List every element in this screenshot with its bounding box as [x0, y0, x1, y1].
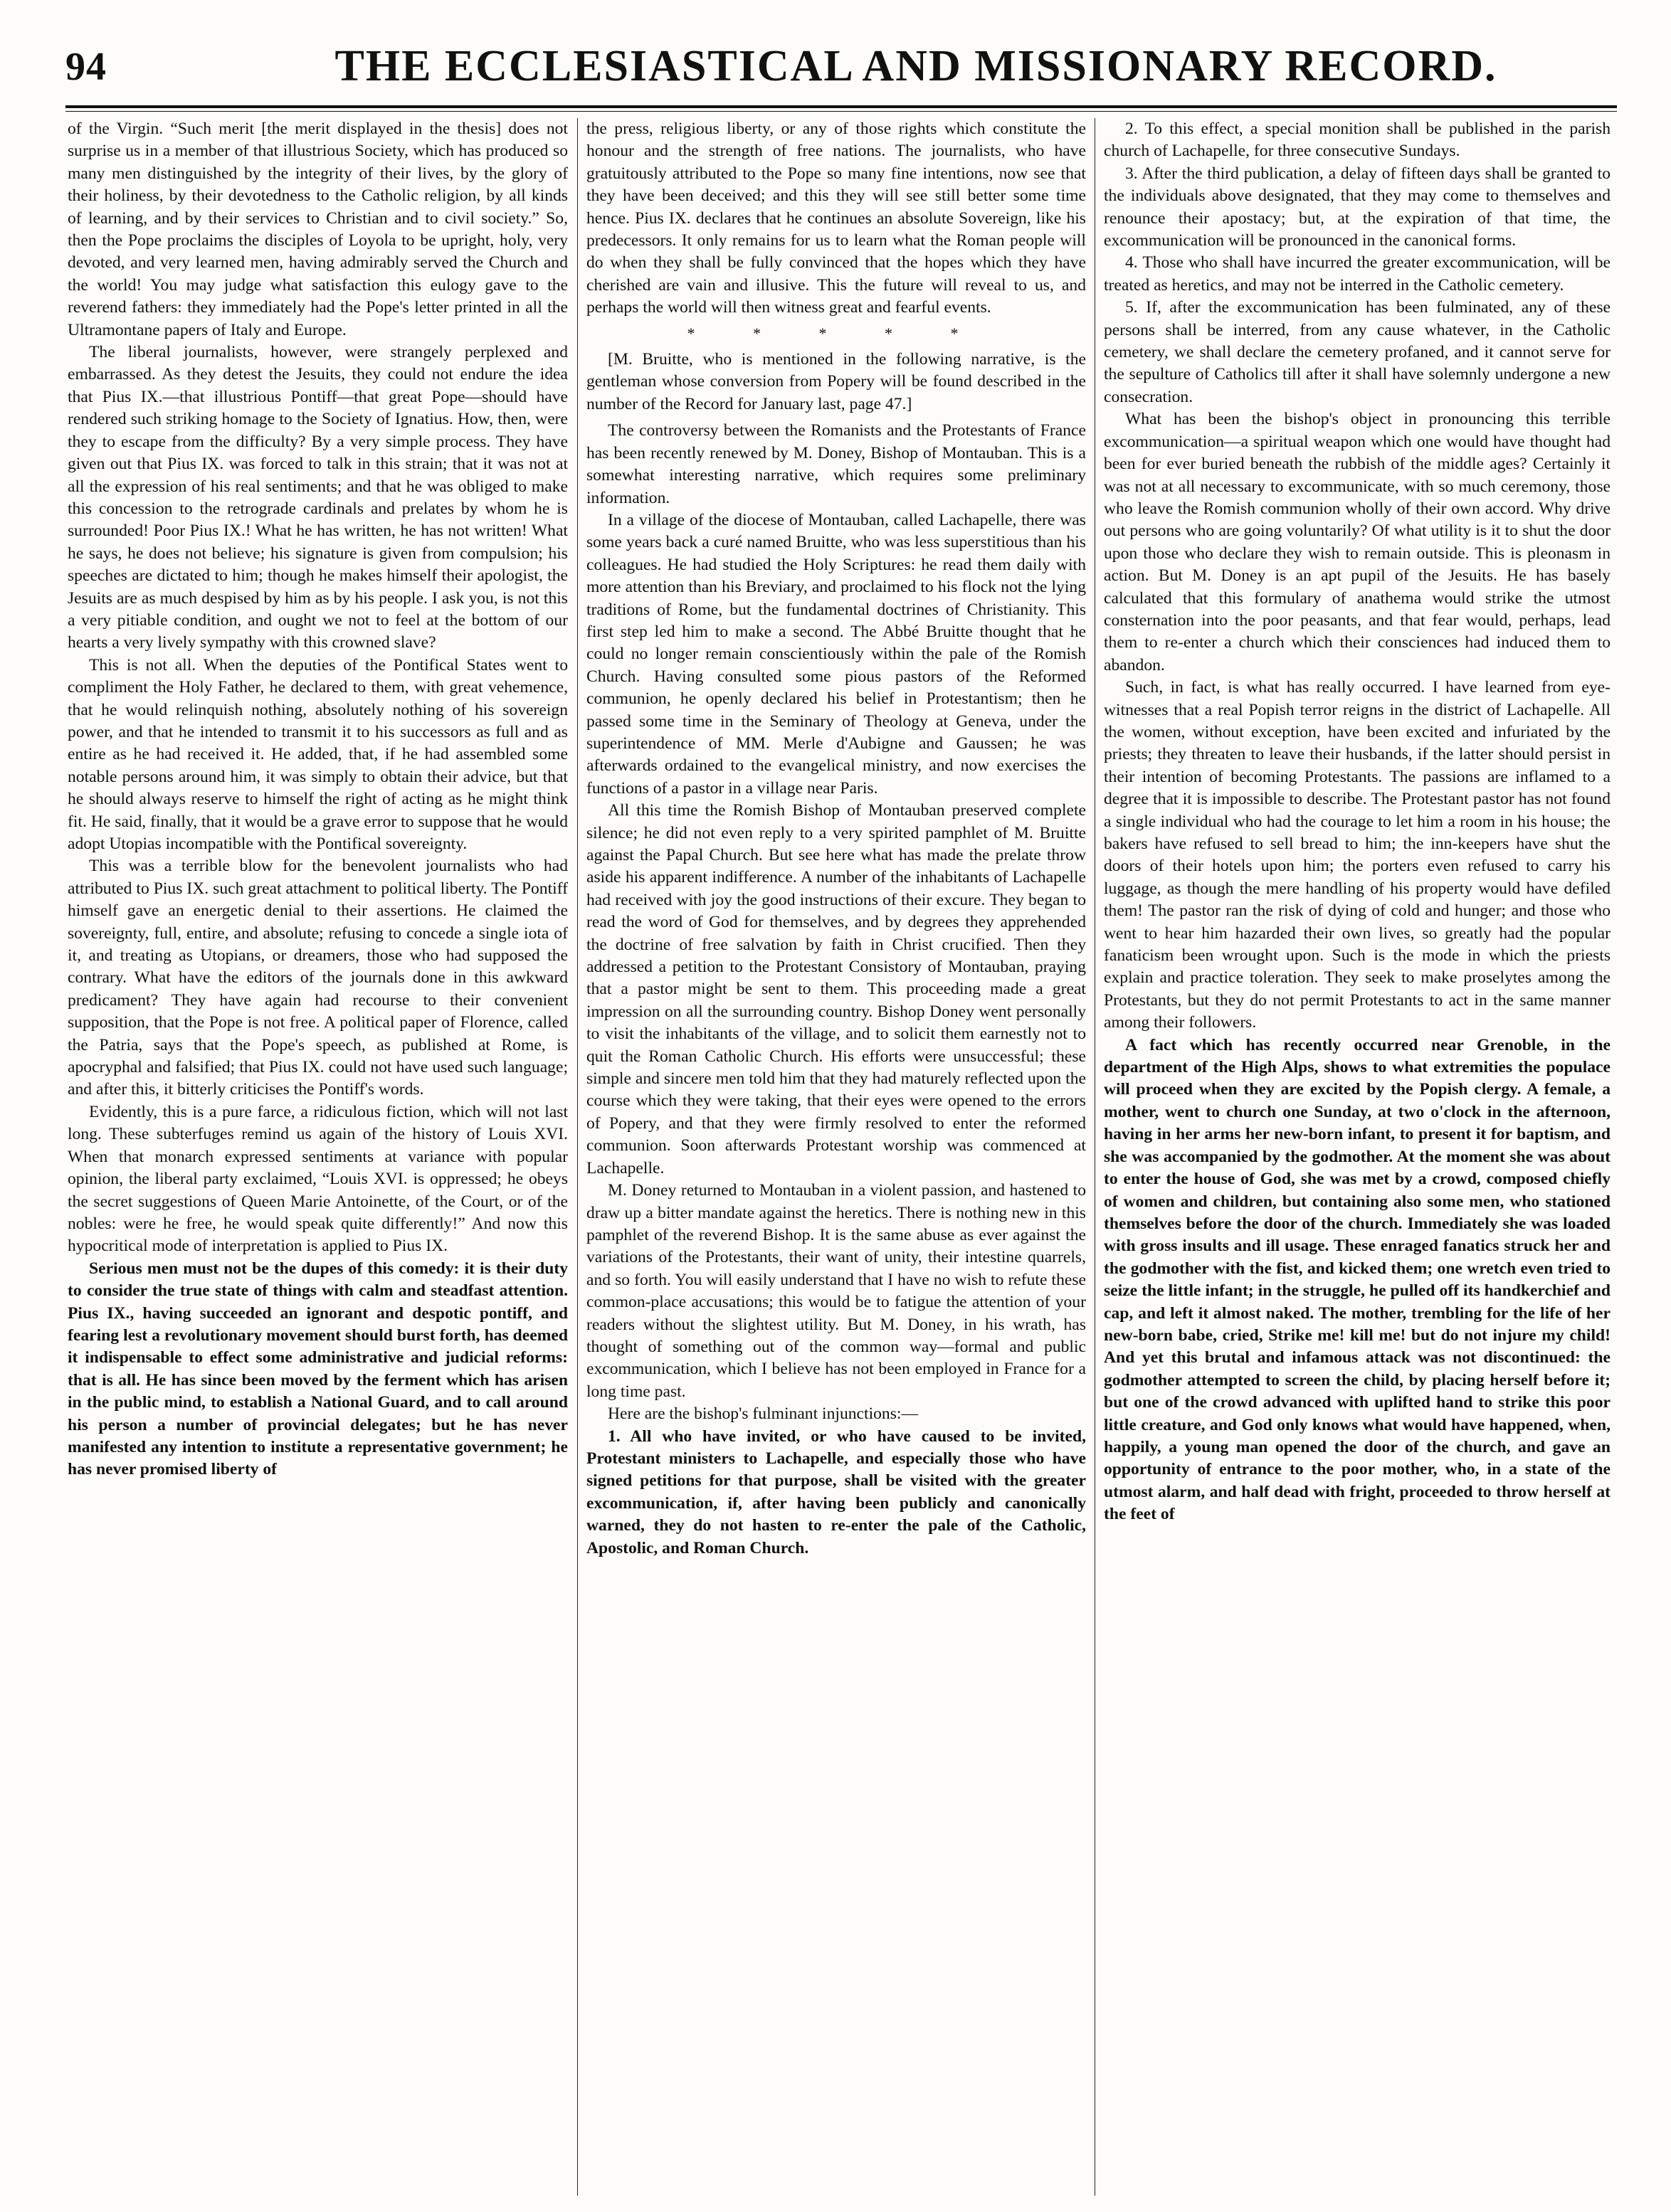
paragraph: Such, in fact, is what has really occurred. I have learned from eye-witnesses that a real Popish terror reigns in the district of Lachapelle. All the women, without exception, have been excited and infuriated by the priests; they threaten to leave their husbands, if the latter should persist in their intention of becoming Protestants. The passions are inflamed to a degree that it is impossible to describe. The Protestant pastor has not found a single individual who had the courage to let him a room in his house; the bakers have refused to sell bread to him; the inn-keepers have shut the doors of their hotels upon him; the porters even refused to carry his luggage, as though the mere handling of his property would have defiled them! The pastor ran the risk of dying of cold and hunger; and those who went to hear him hazarded their own lives, so greatly had the popular fanaticism been wrought upon. Such is the mode in which the priests explain and practice toleration. They seek to make proselytes among the Protestants, but they do not permit Protestants to act in the same manner among their followers.: [1104, 678, 1611, 1032]
page-header: [65, 41, 1617, 98]
column-middle: [586, 118, 1086, 2196]
paragraph: Here are the bishop's fulminant injunctions:—: [608, 1404, 919, 1424]
column-divider-left: [577, 118, 578, 2196]
column-left: [68, 118, 568, 2196]
paragraph: In a village of the diocese of Montauban, called Lachapelle, there was some years back a curé named Bruitte, who was less superstitious than his colleagues. He had studied the Holy Scriptures: he read them daily with more attention than his Breviary, and proclaimed to his flock not the lying traditions of Rome, but the fundamental doctrines of Christianity. This first step led him to make a second. The Abbé Bruitte thought that he could no longer remain conscientiously within the pale of the Romish Church. Having consulted some pious pastors of the Reformed communion, he openly declared his belief in Protestantism; then he passed some time in the Seminary of Theology at Geneva, under the superintendence of MM. Merle d'Aubigne and Gaussen; he was afterwards ordained to the evangelical ministry, and now exercises the functions of a pastor in a village near Paris.: [586, 510, 1086, 798]
paragraph: This is not all. When the deputies of the Pontifical States went to compliment the Holy Father, he declared to them, with great vehemence, that he would relinquish nothing, absolutely nothing of his sovereign power, and that he intended to transmit it to his successors as full and as entire as he had received it. He added, that, if he had assembled some notable persons around him, it was simply to obtain their advice, but that he should always reserve to himself the right of acting as he might think fit. He said, finally, that it would be a grave error to suppose that he would adopt Utopias incompatible with the Pontifical sovereignty.: [68, 655, 568, 853]
paragraph: What has been the bishop's object in pronouncing this terrible excommunication—a spiritual weapon which one would have thought had been for ever buried beneath the rubbish of the middle ages? Certainly it was not at all necessary to excommunicate, with so much ceremony, those who leave the Romish communion wholly of their own accord. Why drive out persons who are going voluntarily? Of what utility is it to shut the door upon those who declare they wish to remain outside. This is pleonasm in action. But M. Doney is an apt pupil of the Jesuits. He has basely calculated that this formulary of anathema would strike the utmost consternation into the poor peasants, and that fear would, perhaps, lead them to re-enter a church which their consciences had induced them to abandon.: [1104, 410, 1611, 674]
paragraph: This was a terrible blow for the benevolent journalists who had attributed to Pius IX. such great attachment to political liberty. The Pontiff himself gave an energetic denial to their assertions. He claimed the sovereignty, full, entire, and absolute; refusing to concede a single iota of it, and treating as Utopians, or dreamers, those who had supposed the contrary. What have the editors of the journals done in this awkward predicament? They have again had recourse to their convenient supposition, that the Pope is not free. A political paper of Florence, called the Patria, says that the Pope's speech, as published at Rome, is apocryphal and falsified; that Pius IX. could not have used such language; and after this, it bitterly criticises the Pontiff's words.: [68, 857, 568, 1099]
editorial-note: [M. Bruitte, who is mentioned in the following narrative, is the gentleman whose conversion from Popery will be found described in the number of the Record for January last, page 47.]: [586, 350, 1086, 413]
paragraph: the press, religious liberty, or any of those rights which constitute the honour and the strength of free nations. The journalists, who have gratuitously attributed to the Pope so many fine intentions, now see that they have been deceived; and this they will see still better some time hence. Pius IX. declares that he continues an absolute Sovereign, like his predecessors. It only remains for us to learn what the Roman people will do when they shall be fully convinced that the hopes which they have cherished are vain and illusive. This the future will reveal to us, and perhaps the world will then witness great and fearful events.: [586, 120, 1086, 317]
paragraph: 4. Those who shall have incurred the greater excommunication, will be treated as heretics, and may not be interred in the Catholic cemetery.: [1104, 253, 1611, 295]
column-right: [1104, 118, 1611, 2196]
paragraph: 3. After the third publication, a delay of fifteen days shall be granted to the individuals above designated, that they may come to themselves and renounce their apostacy; but, at the expiration of that time, the excommunication will be pronounced in the canonical forms.: [1104, 164, 1611, 250]
running-title: THE ECCLESIASTICAL AND MISSIONARY RECORD.: [334, 42, 1497, 90]
paragraph: All this time the Romish Bishop of Montauban preserved complete silence; he did not even reply to a very spirited pamphlet of M. Bruitte against the Papal Church. But see here what has made the prelate throw aside his apparent indifference. A number of the inhabitants of Lachapelle had received with joy the good instructions of their excure. They began to read the word of God for themselves, and by degrees they apprehended the doctrine of free salvation by faith in Christ crucified. Then they addressed a petition to the Protestant Consistory of Montauban, praying that a pastor might be sent to them. This proceeding made a great impression on all the surrounding country. Bishop Doney went personally to visit the inhabitants of the village, and to solicit them earnestly not to quit the Roman Catholic Church. His efforts were unsuccessful; these simple and sincere men told him that they had maturely reflected upon the course which they were taking, that their eyes were opened to the errors of Popery, and that they were firmly resolved to enter the reformed communion. Soon afterwards Protestant worship was commenced at Lachapelle.: [586, 801, 1086, 1178]
paragraph: 1. All who have invited, or who have caused to be invited, Protestant ministers to Lachapelle, and especially those who have signed petitions for that purpose, shall be visited with the greater excommunication, if, after having been publicly and canonically warned, they do not hasten to re-enter the pale of the Catholic, Apostolic, and Roman Church.: [586, 1427, 1086, 1557]
paragraph: Evidently, this is a pure farce, a ridiculous fiction, which will not last long. These subterfuges remind us again of the history of Louis XVI. When that monarch expressed sentiments at variance with popular opinion, the liberal party exclaimed, “Louis XVI. is oppressed; he obeys the secret suggestions of Queen Marie Antoinette, of the Court, or of the nobles: were he free, he would speak quite differently!” And now this hypocritical mode of interpretation is applied to Pius IX.: [68, 1102, 568, 1256]
paragraph: The controversy between the Romanists and the Protestants of France has been recently renewed by M. Doney, Bishop of Montauban. This is a somewhat interesting narrative, which requires some preliminary information.: [586, 421, 1086, 507]
paragraph: Serious men must not be the dupes of this comedy: it is their duty to consider the true state of things with calm and steadfast attention. Pius IX., having succeeded an ignorant and despotic pontiff, and fearing lest a revolutionary movement should burst forth, has deemed it indispensable to effect some administrative and judicial reforms: that is all. He has since been moved by the ferment which has arisen in the public mind, to establish a National Guard, and to call around his person a number of provincial delegates; but he has never manifested any intention to institute a representative government; he has never promised liberty of: [68, 1259, 568, 1479]
paragraph: The liberal journalists, however, were strangely perplexed and embarrassed. As they detest the Jesuits, they could not endure the idea that Pius IX.—that illustrious Pontiff—that great Pope—should have rendered such striking homage to the Society of Ignatius. How, then, were they to escape from the difficulty? By a very simple process. They have given out that Pius IX. was forced to talk in this strain; that it was not at all the expression of his real sentiments; and that he was obliged to make this concession to the retrograde cardinals and prelates by whom he is surrounded! Poor Pius IX.! What he has written, he has not written! What he says, he does not believe; his signature is given from compulsion; his speeches are dictated to him; though he makes himself their apologist, the Jesuits are as much despised by him as by his people. I ask you, is not this a very pitiable condition, and ought we not to feel at the bottom of our hearts a very lively sympathy with this crowned slave?: [68, 343, 568, 652]
paragraph: 5. If, after the excommunication has been fulminated, any of these persons shall be interred, from any cause whatever, in the Catholic cemetery, we shall declare the cemetery profaned, and it cannot serve for the sepulture of Catholics till after it shall have solemnly undergone a new consecration.: [1104, 298, 1611, 406]
paragraph: A fact which has recently occurred near Grenoble, in the department of the High Alps, shows to what extremities the populace will proceed when they are excited by the Popish clergy. A female, a mother, went to church one Sunday, at two o'clock in the afternoon, having in her arms her new-born infant, to present it for baptism, and she was accompanied by the godmother. At the moment she was about to enter the house of God, she was met by a crowd, composed chiefly of women and children, but containing also some men, who stationed themselves before the door of the church. Immediately she was loaded with gross insults and ill usage. These enraged fanatics struck her and the godmother with the fist, and kicked them; one wretch even tried to seize the little infant; in the struggle, he pulled off its handkerchief and cap, and left it almost naked. The mother, trembling for the life of her new-born babe, cried, Strike me! kill me! but do not injure my child! And yet this brutal and infamous attack was not discontinued: the godmother attempted to screen the child, by placing herself before it; but one of the crowd advanced with uplifted hand to strike this poor little creature, and God only knows what would have happened, when, happily, a young man opened the door of the church, and gave an opportunity of entrance to the poor mother, who, in a state of the utmost alarm, and half dead with fright, proceeded to throw herself at the feet of: [1104, 1035, 1611, 1524]
paragraph: 2. To this effect, a special monition shall be published in the parish church of Lachapelle, for three consecutive Sundays.: [1104, 120, 1611, 161]
paragraph: of the Virgin. “Such merit [the merit displayed in the thesis] does not surprise us in a member of that illustrious Society, which has produced so many men distinguished by the integrity of their lives, by the glory of their holiness, by their devotedness to the Catholic religion, by all kinds of learning, and by their services to Christian and to civil society.” So, then the Pope proclaims the disciples of Loyola to be upright, holy, very devoted, and very learned men, having admirably served the Church and the world! You may judge what satisfaction this eulogy gave to the reverend fathers: they immediately had the Pope's letter printed in all the Ultramontane papers of Italy and Europe.: [68, 120, 568, 339]
paragraph: M. Doney returned to Montauban in a violent passion, and hastened to draw up a bitter mandate against the heretics. There is nothing new in this pamphlet of the reverend Bishop. It is the same abuse as ever against the variations of the Protestants, their want of unity, their intestine quarrels, and so forth. You will easily understand that I have no wish to refute these common-place accusations; this would be to fatigue the attention of your readers without the slightest utility. But M. Doney, in his wrath, has thought of something out of the common way—formal and public excommunication, which I believe has not been employed in France for a long time past.: [586, 1181, 1086, 1401]
section-separator: * * * * *: [687, 324, 986, 342]
header-rule-thin: [65, 111, 1617, 112]
page-number: 94: [65, 45, 107, 89]
header-rule: [65, 105, 1617, 108]
